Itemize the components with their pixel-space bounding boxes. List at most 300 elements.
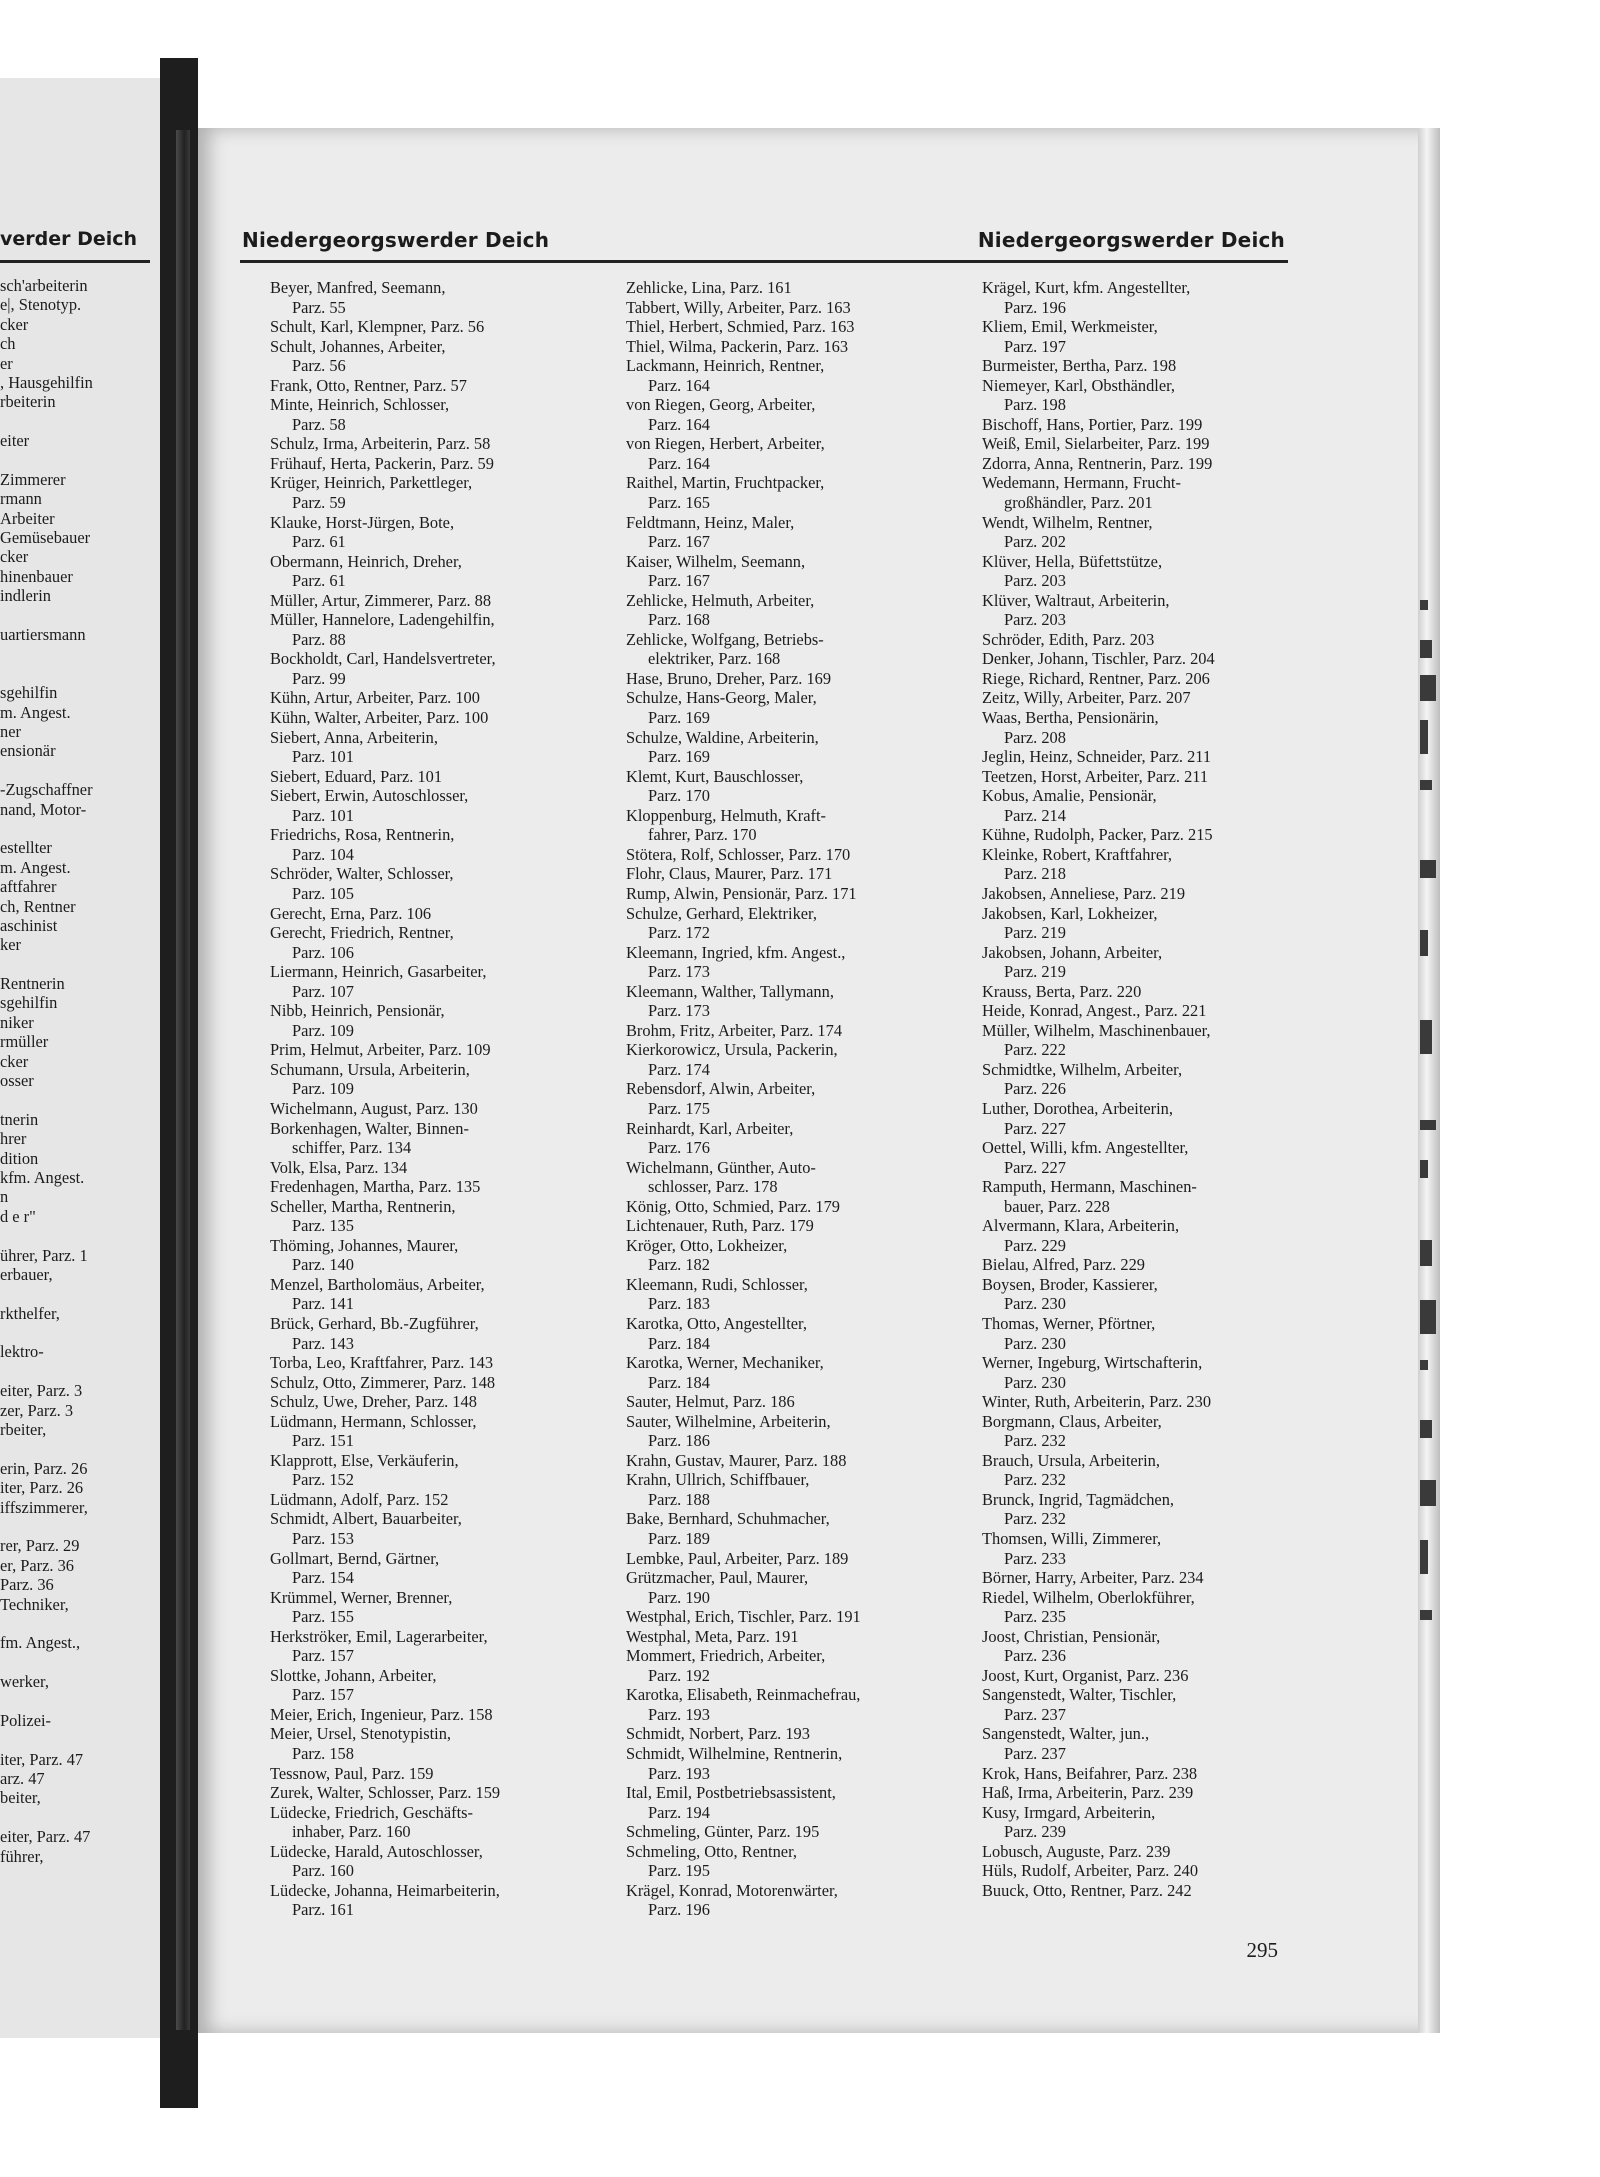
directory-entry: Joost, Christian, Pensionär, (982, 1626, 1161, 1646)
directory-entry: Haß, Irma, Arbeiterin, Parz. 239 (982, 1783, 1194, 1803)
entry-continuation: Parz. 164 (648, 375, 710, 395)
left-page-line-text: ensionär (0, 741, 56, 761)
directory-entry: Thomas, Werner, Pförtner, (982, 1313, 1156, 1333)
directory-entry: Westphal, Meta, Parz. 191 (626, 1626, 799, 1646)
directory-entry: Werner, Ingeburg, Wirtschafterin, (982, 1353, 1203, 1373)
entry-continuation: Parz. 141 (292, 1294, 354, 1314)
left-page-line (0, 1575, 150, 1594)
left-page-line (0, 1032, 150, 1051)
directory-entry: Boysen, Broder, Kassierer, (982, 1274, 1158, 1294)
left-page-line (0, 761, 150, 780)
entry-continuation: Parz. 176 (648, 1138, 710, 1158)
page-number: 295 (1246, 1938, 1278, 1962)
edge-mark (1420, 1360, 1428, 1370)
edge-mark (1420, 600, 1428, 610)
directory-entry: Brauch, Ursula, Arbeiterin, (982, 1450, 1160, 1470)
directory-entry: Jakobsen, Anneliese, Parz. 219 (982, 883, 1186, 903)
left-page-line-text: Techniker, (0, 1594, 69, 1614)
entry-continuation: Parz. 56 (292, 356, 346, 376)
entry-continuation: Parz. 173 (648, 962, 710, 982)
directory-entry: Obermann, Heinrich, Dreher, (270, 551, 462, 571)
directory-entry: Oettel, Willi, kfm. Angestellter, (982, 1138, 1189, 1158)
entry-continuation: schlosser, Parz. 178 (648, 1177, 778, 1197)
edge-mark (1420, 930, 1428, 956)
entry-continuation: Parz. 236 (1004, 1646, 1066, 1666)
left-page-line (0, 1711, 150, 1730)
entry-continuation: Parz. 190 (648, 1587, 710, 1607)
left-page-line (0, 392, 150, 411)
directory-entry: Wichelmann, August, Parz. 130 (270, 1098, 478, 1118)
left-facing-page (0, 78, 170, 2038)
edge-mark (1420, 1610, 1432, 1620)
left-page-line (0, 1284, 150, 1303)
entry-continuation: Parz. 237 (1004, 1744, 1066, 1764)
left-page-line (0, 1653, 150, 1672)
directory-entry: Alvermann, Klara, Arbeiterin, (982, 1216, 1180, 1236)
directory-entry: Gollmart, Bernd, Gärtner, (270, 1548, 440, 1568)
edge-mark (1420, 675, 1436, 701)
left-page-line-text: rer, Parz. 29 (0, 1536, 80, 1556)
entry-continuation: Parz. 227 (1004, 1118, 1066, 1138)
entry-continuation: elektriker, Parz. 168 (648, 649, 781, 669)
directory-entry: Kaiser, Wilhelm, Seemann, (626, 551, 806, 571)
entry-continuation: Parz. 198 (1004, 395, 1066, 415)
left-page-line (0, 1420, 150, 1439)
entry-continuation: Parz. 232 (1004, 1470, 1066, 1490)
entry-continuation: Parz. 61 (292, 571, 346, 591)
left-page-line (0, 1498, 150, 1517)
entry-continuation: Parz. 196 (648, 1900, 710, 1920)
directory-entry: Sangenstedt, Walter, Tischler, (982, 1685, 1177, 1705)
left-page-line (0, 431, 150, 450)
directory-entry: von Riegen, Georg, Arbeiter, (626, 395, 816, 415)
directory-entry: Schult, Karl, Klempner, Parz. 56 (270, 317, 485, 337)
left-page-line (0, 1323, 150, 1342)
entry-continuation: Parz. 232 (1004, 1431, 1066, 1451)
left-page-line (0, 1342, 150, 1361)
directory-entry: Torba, Leo, Kraftfahrer, Parz. 143 (270, 1353, 494, 1373)
left-page-line (0, 1110, 150, 1129)
left-page-line-text: er, Parz. 36 (0, 1555, 74, 1575)
directory-entry: Volk, Elsa, Parz. 134 (270, 1157, 408, 1177)
directory-entry: Buuck, Otto, Rentner, Parz. 242 (982, 1880, 1192, 1900)
left-page-line-text: m. Angest. (0, 857, 71, 877)
left-page-line (0, 741, 150, 760)
directory-entry: Sauter, Wilhelmine, Arbeiterin, (626, 1411, 831, 1431)
left-page-line (0, 1788, 150, 1807)
entry-continuation: Parz. 106 (292, 942, 354, 962)
directory-entry: Krahn, Gustav, Maurer, Parz. 188 (626, 1450, 847, 1470)
running-header-right: Niedergeorgswerder Deich (977, 228, 1285, 252)
entry-continuation: Parz. 55 (292, 297, 346, 317)
entry-continuation: Parz. 157 (292, 1646, 354, 1666)
directory-entry: Minte, Heinrich, Schlosser, (270, 395, 450, 415)
directory-entry: Prim, Helmut, Arbeiter, Parz. 109 (270, 1040, 491, 1060)
directory-entry: Schmeling, Günter, Parz. 195 (626, 1822, 820, 1842)
directory-entry: Kleinke, Robert, Kraftfahrer, (982, 844, 1173, 864)
left-page-line (0, 276, 150, 295)
left-page-line-text: cker (0, 547, 29, 567)
left-page-line-text: eiter, Parz. 47 (0, 1827, 91, 1847)
entry-continuation: Parz. 193 (648, 1704, 710, 1724)
left-page-line-text: Polizei- (0, 1710, 51, 1730)
left-page-line (0, 1459, 150, 1478)
directory-entry: Luther, Dorothea, Arbeiterin, (982, 1098, 1173, 1118)
directory-entry: Herkströker, Emil, Lagerarbeiter, (270, 1626, 488, 1646)
left-page-line-text: fm. Angest., (0, 1633, 81, 1653)
directory-entry: Schulz, Irma, Arbeiterin, Parz. 58 (270, 434, 491, 454)
entry-continuation: Parz. 189 (648, 1529, 710, 1548)
entry-continuation: Parz. 235 (1004, 1607, 1066, 1627)
left-page-line (0, 780, 150, 799)
directory-entry: Sauter, Helmut, Parz. 186 (626, 1392, 795, 1412)
left-page-line (0, 858, 150, 877)
left-header-rule (0, 260, 150, 263)
left-page-line (0, 1827, 150, 1846)
edge-mark (1420, 860, 1436, 878)
directory-entry: Klemt, Kurt, Bauschlosser, (626, 766, 804, 786)
directory-entry: Müller, Wilhelm, Maschinenbauer, (982, 1020, 1211, 1040)
directory-entry: Borgmann, Claus, Arbeiter, (982, 1411, 1162, 1431)
entry-continuation: großhändler, Parz. 201 (1004, 493, 1153, 513)
entry-continuation: Parz. 168 (648, 610, 710, 630)
directory-entry: Schröder, Edith, Parz. 203 (982, 629, 1155, 649)
entry-continuation: Parz. 164 (648, 453, 710, 473)
left-page-line (0, 1187, 150, 1206)
directory-entry: Riege, Richard, Rentner, Parz. 206 (982, 668, 1210, 688)
left-page-line-text: erin, Parz. 26 (0, 1458, 88, 1478)
entry-continuation: fahrer, Parz. 170 (648, 825, 757, 845)
entry-continuation: Parz. 164 (648, 414, 710, 434)
edge-mark (1420, 1540, 1428, 1574)
left-page-line (0, 334, 150, 353)
directory-entry: Gerecht, Erna, Parz. 106 (270, 903, 432, 923)
left-page-line-text: cker (0, 314, 29, 334)
left-page-line (0, 489, 150, 508)
entry-continuation: Parz. 167 (648, 571, 710, 591)
entry-continuation: Parz. 222 (1004, 1040, 1066, 1060)
entry-continuation: Parz. 232 (1004, 1509, 1066, 1529)
directory-entry: Thöming, Johannes, Maurer, (270, 1235, 459, 1255)
entry-continuation: Parz. 197 (1004, 336, 1066, 356)
left-page-line-text: Parz. 36 (0, 1575, 54, 1595)
left-page-line-text: eiter (0, 431, 30, 451)
left-page-line (0, 1478, 150, 1497)
directory-entry: Wedemann, Hermann, Frucht- (982, 473, 1181, 493)
directory-entry: Heide, Konrad, Angest., Parz. 221 (982, 1001, 1207, 1021)
entry-continuation: schiffer, Parz. 134 (292, 1138, 412, 1158)
directory-entry: Kleemann, Walther, Tallymann, (626, 981, 834, 1001)
directory-entry: Zeitz, Willy, Arbeiter, Parz. 207 (982, 688, 1191, 708)
directory-entry: Borkenhagen, Walter, Binnen- (270, 1118, 469, 1138)
directory-entry: Schmidt, Albert, Bauarbeiter, (270, 1509, 462, 1529)
left-page-line (0, 1536, 150, 1555)
directory-entry: Menzel, Bartholomäus, Arbeiter, (270, 1274, 485, 1294)
left-page-line (0, 1692, 150, 1711)
entry-continuation: Parz. 152 (292, 1470, 354, 1490)
left-page-line-text: hinenbauer (0, 566, 73, 586)
edge-mark (1420, 1120, 1436, 1130)
directory-entry: von Riegen, Herbert, Arbeiter, (626, 434, 825, 454)
left-page-line (0, 373, 150, 392)
entry-continuation: Parz. 202 (1004, 532, 1066, 552)
directory-entry: Müller, Artur, Zimmerer, Parz. 88 (270, 590, 492, 610)
left-page-line (0, 800, 150, 819)
left-page-line (0, 354, 150, 373)
directory-entry: Karotka, Werner, Mechaniker, (626, 1353, 824, 1373)
entry-continuation: Parz. 239 (1004, 1822, 1066, 1842)
edge-mark (1420, 780, 1432, 790)
directory-entry: Schmidtke, Wilhelm, Arbeiter, (982, 1059, 1183, 1079)
left-page-line-text: d e r" (0, 1206, 36, 1226)
directory-entry: Tabbert, Willy, Arbeiter, Parz. 163 (626, 297, 851, 317)
running-header-left: Niedergeorgswerder Deich (242, 228, 550, 252)
left-page-line-text: beiter, (0, 1788, 41, 1808)
left-page-line-text: rbeiterin (0, 392, 56, 412)
directory-entry: Jeglin, Heinz, Schneider, Parz. 211 (982, 747, 1212, 767)
directory-entry: König, Otto, Schmied, Parz. 179 (626, 1196, 840, 1216)
left-page-line (0, 1672, 150, 1691)
left-page-line-text: kfm. Angest. (0, 1167, 85, 1187)
left-page-line (0, 1381, 150, 1400)
left-page-line (0, 1168, 150, 1187)
left-page-line-text: tnerin (0, 1109, 39, 1129)
directory-entry: Krok, Hans, Beifahrer, Parz. 238 (982, 1763, 1198, 1783)
directory-entry: Scheller, Martha, Rentnerin, (270, 1196, 456, 1216)
entry-continuation: Parz. 165 (648, 493, 710, 513)
directory-entry: Siebert, Erwin, Autoschlosser, (270, 786, 469, 806)
directory-entry: Schmidt, Norbert, Parz. 193 (626, 1724, 810, 1744)
left-page-line (0, 703, 150, 722)
entry-continuation: Parz. 99 (292, 668, 346, 688)
entry-continuation: Parz. 172 (648, 923, 710, 943)
directory-entry: Zurek, Walter, Schlosser, Parz. 159 (270, 1783, 501, 1803)
entry-continuation: Parz. 203 (1004, 571, 1066, 591)
left-page-line-text: indlerin (0, 586, 51, 606)
directory-entry: Meier, Ursel, Stenotypistin, (270, 1724, 451, 1744)
directory-entry: Gerecht, Friedrich, Rentner, (270, 923, 454, 943)
left-page-line-text: Rentnerin (0, 974, 65, 994)
directory-entry: Waas, Bertha, Pensionärin, (982, 708, 1159, 728)
entry-continuation: Parz. 184 (648, 1333, 710, 1353)
left-page-header-text: verder Deich (0, 228, 138, 250)
left-page-line (0, 838, 150, 857)
directory-entry: Kierkorowicz, Ursula, Packerin, (626, 1040, 838, 1060)
left-page-line-text: m. Angest. (0, 702, 71, 722)
directory-entry: Kloppenburg, Helmuth, Kraft- (626, 805, 826, 825)
left-page-line (0, 974, 150, 993)
left-page-line (0, 664, 150, 683)
directory-entry: Kühn, Artur, Arbeiter, Parz. 100 (270, 688, 480, 708)
left-page-line (0, 509, 150, 528)
entry-continuation: Parz. 196 (1004, 297, 1066, 317)
directory-entry: Feldtmann, Heinz, Maler, (626, 512, 795, 532)
left-page-line-text: Gemüsebauer (0, 528, 91, 548)
left-page-line-text: rkthelfer, (0, 1303, 60, 1323)
entry-continuation: Parz. 104 (292, 844, 354, 864)
entry-continuation: Parz. 174 (648, 1059, 710, 1079)
entry-continuation: bauer, Parz. 228 (1004, 1196, 1110, 1216)
directory-column-3 (982, 278, 1312, 1900)
left-page-line (0, 451, 150, 470)
entry-continuation: Parz. 109 (292, 1079, 354, 1099)
entry-continuation: Parz. 219 (1004, 962, 1066, 982)
entry-continuation: Parz. 219 (1004, 923, 1066, 943)
left-page-line-text: erbauer, (0, 1264, 53, 1284)
directory-entry: Schulze, Waldine, Arbeiterin, (626, 727, 819, 747)
entry-continuation: Parz. 151 (292, 1431, 354, 1451)
left-page-line (0, 1556, 150, 1575)
directory-entry: Burmeister, Bertha, Parz. 198 (982, 356, 1177, 376)
directory-entry: Weiß, Emil, Sielarbeiter, Parz. 199 (982, 434, 1210, 454)
left-page-line (0, 528, 150, 547)
directory-entry: Raithel, Martin, Fruchtpacker, (626, 473, 825, 493)
directory-entry: Lembke, Paul, Arbeiter, Parz. 189 (626, 1548, 849, 1568)
entry-continuation: Parz. 109 (292, 1020, 354, 1040)
left-page-line (0, 877, 150, 896)
entry-continuation: Parz. 88 (292, 629, 346, 649)
directory-entry: Bischoff, Hans, Portier, Parz. 199 (982, 414, 1203, 434)
entry-continuation: Parz. 184 (648, 1372, 710, 1392)
spine-shadow (176, 130, 190, 2030)
left-page-line-text: werker, (0, 1672, 49, 1692)
entry-continuation: Parz. 226 (1004, 1079, 1066, 1099)
left-page-line (0, 315, 150, 334)
entry-continuation: Parz. 195 (648, 1861, 710, 1881)
entry-continuation: Parz. 161 (292, 1900, 354, 1920)
left-page-line-text: er (0, 353, 13, 373)
left-page-line-text: n (0, 1187, 9, 1207)
left-page-text (0, 276, 150, 1866)
edge-mark (1420, 1160, 1428, 1178)
left-page-line (0, 1090, 150, 1109)
directory-entry: Hase, Bruno, Dreher, Parz. 169 (626, 668, 832, 688)
left-page-line-text: Zimmerer (0, 469, 66, 489)
entry-continuation: Parz. 192 (648, 1665, 710, 1685)
entry-continuation: Parz. 143 (292, 1333, 354, 1353)
directory-entry: Siebert, Eduard, Parz. 101 (270, 766, 443, 786)
left-page-line-text: rbeiter, (0, 1420, 47, 1440)
entry-continuation: Parz. 169 (648, 708, 710, 728)
directory-entry: Lichtenauer, Ruth, Parz. 179 (626, 1216, 814, 1236)
left-page-line-text: ührer, Parz. 1 (0, 1245, 88, 1265)
directory-entry: Siebert, Anna, Arbeiterin, (270, 727, 438, 747)
left-page-line-text: -Zugschaffner (0, 780, 93, 800)
left-page-line-text: niker (0, 1012, 34, 1032)
entry-continuation: Parz. 155 (292, 1607, 354, 1627)
left-page-line (0, 1265, 150, 1284)
left-page-line-text: führer, (0, 1846, 44, 1866)
left-page-line-text: sgehilfin (0, 993, 58, 1013)
left-page-line-text: e|, Stenotyp. (0, 295, 82, 315)
entry-continuation: Parz. 135 (292, 1216, 354, 1236)
left-page-line (0, 625, 150, 644)
directory-entry: Riedel, Wilhelm, Oberlokführer, (982, 1587, 1195, 1607)
entry-continuation: Parz. 157 (292, 1685, 354, 1705)
directory-entry: Krägel, Kurt, kfm. Angestellter, (982, 278, 1191, 297)
left-page-line-text: cker (0, 1051, 29, 1071)
directory-entry: Lüdmann, Hermann, Schlosser, (270, 1411, 477, 1431)
left-page-line-text: dition (0, 1148, 39, 1168)
entry-continuation: Parz. 158 (292, 1744, 354, 1764)
left-page-line-text: ner (0, 721, 21, 741)
directory-entry: Jakobsen, Johann, Arbeiter, (982, 942, 1163, 962)
entry-continuation: Parz. 105 (292, 883, 354, 903)
left-page-line-text: iter, Parz. 47 (0, 1749, 84, 1769)
entry-continuation: Parz. 230 (1004, 1372, 1066, 1392)
left-page-line (0, 644, 150, 663)
directory-entry: Klapprott, Else, Verkäuferin, (270, 1450, 459, 1470)
entry-continuation: Parz. 188 (648, 1489, 710, 1509)
left-page-line (0, 567, 150, 586)
directory-entry: Karotka, Otto, Angestellter, (626, 1313, 807, 1333)
left-page-line-text: hrer (0, 1129, 27, 1149)
directory-entry: Rebensdorf, Alwin, Arbeiter, (626, 1079, 816, 1099)
directory-entry: Brück, Gerhard, Bb.-Zugführer, (270, 1313, 479, 1333)
left-page-line-text: nand, Motor- (0, 799, 87, 819)
edge-mark (1420, 1480, 1436, 1506)
directory-entry: Thiel, Herbert, Schmied, Parz. 163 (626, 317, 855, 337)
directory-entry: Winter, Ruth, Arbeiterin, Parz. 230 (982, 1392, 1212, 1412)
edge-mark (1420, 720, 1428, 754)
directory-entry: Kliem, Emil, Werkmeister, (982, 317, 1158, 337)
entry-continuation: Parz. 101 (292, 747, 354, 767)
directory-column-1 (270, 278, 600, 1920)
entry-continuation: Parz. 173 (648, 1001, 710, 1021)
left-page-line-text: , Hausgehilfin (0, 372, 93, 392)
directory-entry: Schulze, Gerhard, Elektriker, (626, 903, 817, 923)
directory-entry: Niemeyer, Karl, Obsthändler, (982, 375, 1176, 395)
directory-entry: Ital, Emil, Postbetriebsassistent, (626, 1783, 836, 1803)
directory-entry: Lackmann, Heinrich, Rentner, (626, 356, 825, 376)
left-page-line (0, 1052, 150, 1071)
left-page-line (0, 1207, 150, 1226)
left-page-line (0, 1129, 150, 1148)
directory-entry: Börner, Harry, Arbeiter, Parz. 234 (982, 1568, 1204, 1588)
left-page-line (0, 1847, 150, 1866)
entry-continuation: Parz. 230 (1004, 1294, 1066, 1314)
left-page-line (0, 1439, 150, 1458)
directory-entry: Lüdecke, Harald, Autoschlosser, (270, 1841, 483, 1861)
entry-continuation: inhaber, Parz. 160 (292, 1822, 411, 1842)
left-page-line (0, 1149, 150, 1168)
left-page-line (0, 993, 150, 1012)
left-page-line (0, 1614, 150, 1633)
left-page-line-text: arz. 47 (0, 1769, 45, 1789)
left-page-line-text: eiter, Parz. 3 (0, 1381, 83, 1401)
directory-entry: Kusy, Irmgard, Arbeiterin, (982, 1802, 1156, 1822)
left-page-line-text: rmann (0, 489, 42, 509)
directory-entry: Schmeling, Otto, Rentner, (626, 1841, 797, 1861)
directory-entry: Schmidt, Wilhelmine, Rentnerin, (626, 1744, 843, 1764)
directory-entry: Schult, Johannes, Arbeiter, (270, 336, 446, 356)
left-page-line-text: aftfahrer (0, 877, 57, 897)
directory-entry: Kobus, Amalie, Pensionär, (982, 786, 1157, 806)
left-page-line-text: ch, Rentner (0, 896, 76, 916)
left-page-line-text: rmüller (0, 1032, 49, 1052)
directory-entry: Lüdecke, Johanna, Heimarbeiterin, (270, 1880, 500, 1900)
directory-entry: Schumann, Ursula, Arbeiterin, (270, 1059, 470, 1079)
directory-entry: Krüger, Heinrich, Parkettleger, (270, 473, 473, 493)
directory-entry: Schulz, Otto, Zimmerer, Parz. 148 (270, 1372, 496, 1392)
directory-entry: Brohm, Fritz, Arbeiter, Parz. 174 (626, 1020, 843, 1040)
left-page-line (0, 1071, 150, 1090)
edge-mark (1420, 1020, 1432, 1054)
directory-entry: Thomsen, Willi, Zimmerer, (982, 1529, 1162, 1548)
directory-entry: Zehlicke, Helmuth, Arbeiter, (626, 590, 815, 610)
directory-entry: Jakobsen, Karl, Lokheizer, (982, 903, 1158, 923)
directory-entry: Karotka, Elisabeth, Reinmachefrau, (626, 1685, 861, 1705)
